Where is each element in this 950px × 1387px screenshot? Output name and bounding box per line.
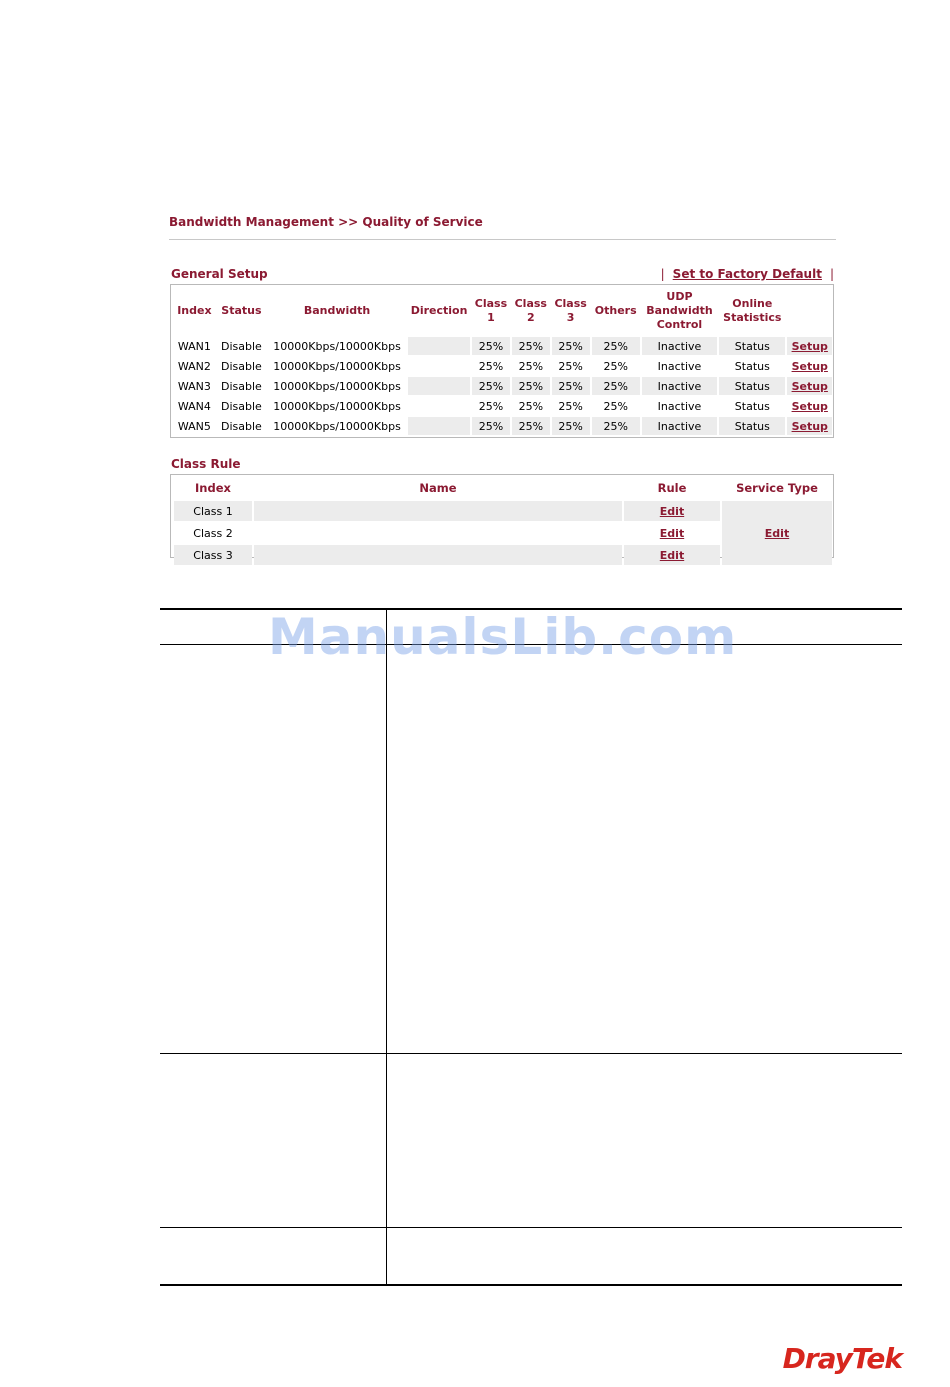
row-class1: 25% — [478, 399, 504, 413]
desc-table-row-divider-2 — [160, 1227, 902, 1228]
row-class1: 25% — [478, 359, 504, 373]
row-index: WAN1 — [177, 339, 211, 353]
separator-left: | — [660, 267, 665, 281]
row-direction — [408, 337, 470, 355]
row-class3: 25% — [558, 359, 583, 373]
row-status: Disable — [221, 419, 262, 433]
row-udp: Inactive — [657, 399, 702, 413]
row-class1: 25% — [472, 377, 510, 395]
desc-table-bottom-border — [160, 1284, 902, 1286]
row-class1: 25% — [472, 337, 510, 355]
general-setup-table — [172, 285, 834, 437]
row-direction — [408, 397, 470, 415]
cr-row-name — [254, 523, 622, 543]
table-row — [174, 377, 832, 395]
row-bandwidth: 10000Kbps/10000Kbps — [273, 399, 401, 413]
table-row — [174, 337, 832, 355]
cr-row-index: Class 2 — [193, 526, 233, 540]
row-others: 25% — [592, 377, 640, 395]
row-online: Status — [734, 359, 770, 373]
row-others: 25% — [603, 359, 628, 373]
header-class1: Class 1 — [474, 297, 508, 324]
general-setup-header-row — [174, 287, 832, 335]
header-setup — [787, 287, 832, 335]
row-status: Disable — [221, 339, 262, 353]
cr-row-name — [254, 501, 622, 521]
desc-table-row-divider-1 — [160, 1053, 902, 1054]
cr-header-name: Name — [419, 481, 457, 495]
row-index: WAN4 — [177, 399, 211, 413]
row-direction — [408, 377, 470, 395]
table-row — [174, 397, 832, 415]
separator-right: | — [829, 267, 834, 281]
rule-edit-link-class3[interactable]: Edit — [659, 548, 685, 562]
draytek-logo: DrayTek — [782, 1342, 902, 1375]
row-class2: 25% — [518, 399, 544, 413]
row-bandwidth: 10000Kbps/10000Kbps — [273, 339, 401, 353]
rule-edit-link-class2[interactable]: Edit — [659, 526, 685, 540]
row-class2: 25% — [512, 377, 550, 395]
watermark: ManualsLib.com — [268, 608, 738, 666]
row-class3: 25% — [552, 377, 590, 395]
cr-row-index: Class 1 — [174, 501, 252, 521]
header-class2: Class 2 — [514, 297, 547, 324]
table-row — [174, 501, 832, 521]
row-udp: Inactive — [657, 359, 702, 373]
class-rule-table — [172, 475, 834, 567]
header-others: Others — [594, 304, 637, 317]
cr-row-name — [254, 545, 622, 565]
row-udp: Inactive — [642, 417, 717, 435]
row-online: Status — [719, 377, 785, 395]
header-direction: Direction — [410, 304, 468, 317]
row-others: 25% — [592, 337, 640, 355]
service-type-edit-link[interactable]: Edit — [764, 526, 790, 540]
row-index: WAN2 — [177, 359, 211, 373]
row-status: Disable — [221, 359, 262, 373]
row-direction — [408, 417, 470, 435]
row-online: Status — [734, 399, 770, 413]
row-udp: Inactive — [642, 377, 717, 395]
setup-link-wan3[interactable]: Setup — [791, 379, 828, 393]
row-others: 25% — [592, 417, 640, 435]
table-row — [174, 357, 832, 375]
class-rule-header-row — [174, 477, 832, 499]
cr-header-rule: Rule — [657, 481, 687, 495]
header-online-statistics: Online Statistics — [723, 297, 782, 324]
row-class2: 25% — [518, 359, 544, 373]
row-bandwidth: 10000Kbps/10000Kbps — [273, 359, 401, 373]
row-status: Disable — [221, 379, 262, 393]
row-class2: 25% — [512, 337, 550, 355]
setup-link-wan1[interactable]: Setup — [791, 339, 828, 353]
row-status: Disable — [221, 399, 262, 413]
row-index: WAN5 — [177, 419, 211, 433]
row-bandwidth: 10000Kbps/10000Kbps — [273, 379, 401, 393]
setup-link-wan5[interactable]: Setup — [791, 419, 828, 433]
cr-header-index: Index — [195, 481, 231, 495]
desc-table-column-divider — [386, 610, 387, 1285]
header-status: Status — [221, 304, 262, 317]
row-class3: 25% — [552, 337, 590, 355]
class-rule-table-box — [170, 474, 834, 562]
header-divider — [169, 239, 836, 240]
breadcrumb: Bandwidth Management >> Quality of Service — [169, 215, 483, 229]
general-setup-table-box — [170, 284, 834, 438]
row-udp: Inactive — [642, 337, 717, 355]
setup-link-wan2[interactable]: Setup — [791, 359, 828, 373]
row-bandwidth: 10000Kbps/10000Kbps — [273, 419, 401, 433]
row-online: Status — [719, 417, 785, 435]
row-class3: 25% — [558, 399, 583, 413]
header-index: Index — [177, 304, 212, 317]
row-index: WAN3 — [177, 379, 211, 393]
set-factory-default-link[interactable]: Set to Factory Default — [672, 267, 822, 281]
rule-edit-link-class1[interactable]: Edit — [659, 504, 685, 518]
row-class2: 25% — [512, 417, 550, 435]
row-class3: 25% — [552, 417, 590, 435]
row-class1: 25% — [472, 417, 510, 435]
cr-header-service-type: Service Type — [736, 481, 818, 495]
header-bandwidth: Bandwidth — [303, 304, 371, 317]
table-row — [174, 417, 832, 435]
header-udp-bandwidth-control: UDP Bandwidth Control — [646, 290, 713, 331]
header-class3: Class 3 — [554, 297, 587, 324]
setup-link-wan4[interactable]: Setup — [791, 399, 828, 413]
row-online: Status — [719, 337, 785, 355]
row-others: 25% — [603, 399, 628, 413]
factory-default-row — [653, 267, 834, 281]
cr-row-index: Class 3 — [174, 545, 252, 565]
general-setup-title: General Setup — [171, 267, 268, 281]
class-rule-title: Class Rule — [171, 457, 241, 471]
row-direction — [408, 357, 470, 375]
